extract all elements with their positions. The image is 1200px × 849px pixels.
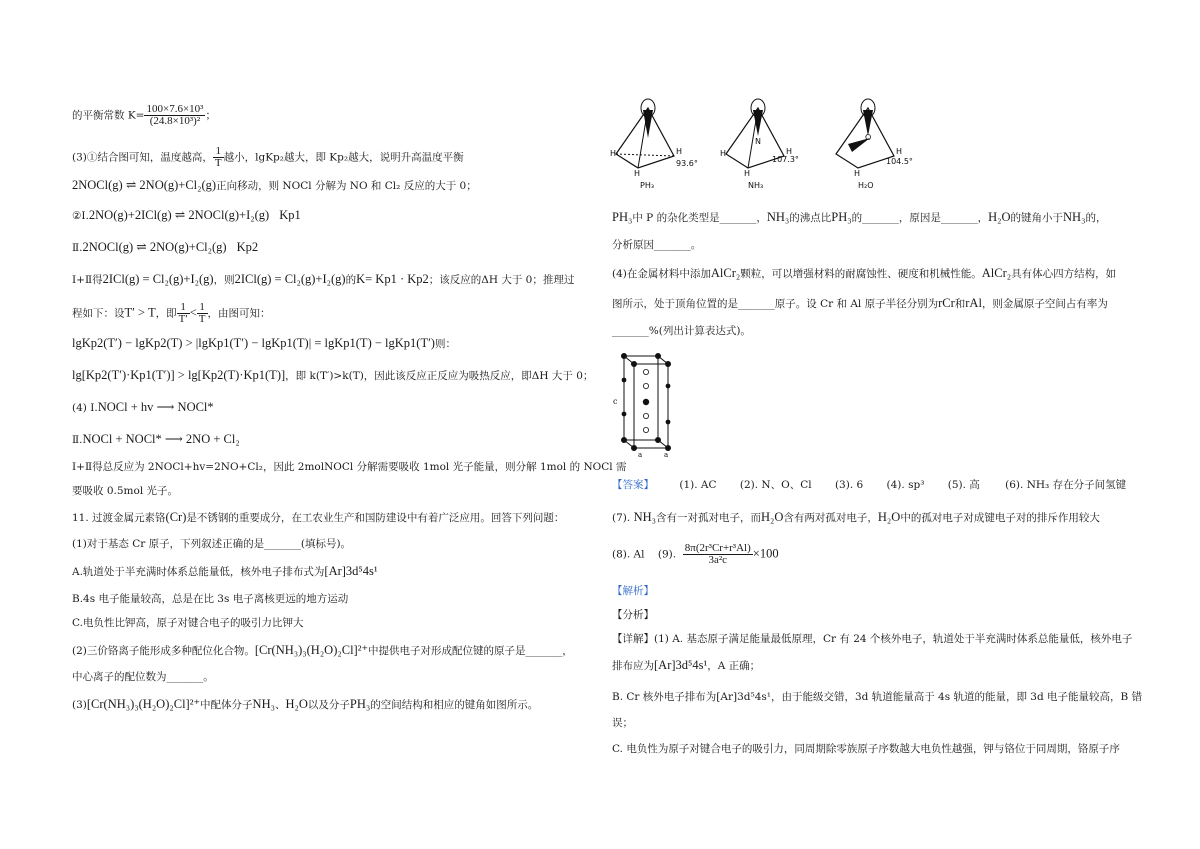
- nh3-structure: [720, 99, 799, 190]
- equilibrium-constant-line: 的平衡常数 K= $\frac{\text{100×7.6×10³}}{\text{(24.8×10³)²}}$ ；: [72, 103, 216, 127]
- inverse-t-fraction: $\frac{1}{T}$: [214, 145, 222, 169]
- sum-reaction-line: Ⅰ+Ⅱ得2ICl(g) = Cl₂(g)+I₂(g)，则2ICl(g) = Cl₂(g)+I₂(g)的K= Kp1 · Kp2；该反应的ΔH 大于 0；推理过: [72, 272, 575, 286]
- molecule-structures-figure: [608, 96, 938, 196]
- svg-text:O: O: [865, 133, 872, 142]
- analysis-label: 【解析】: [612, 585, 654, 597]
- svg-text:H: H: [786, 147, 793, 156]
- detail-line1: 【详解】(1) A. 基态原子满足能量最低原理，Cr 有 24 个核外电子，轨道处于半充满时体系总能量低，核外电子: [612, 633, 1133, 645]
- svg-text:N: N: [755, 137, 761, 146]
- part3-line2: 2NOCl(g) ⇌ 2NO(g)+Cl₂(g)正向移动，则 NOCl 分解为 NO 和 Cl₂ 反应的大于 0；: [72, 178, 477, 192]
- reaction-i: ②Ⅰ.2NO(g)+2ICl(g) ⇌ 2NOCl(g)+I₂(g) Kp1: [72, 208, 301, 222]
- question-11-part2-line2: 中心离子的配位数为_______。: [72, 671, 214, 683]
- svg-text:107.3°: 107.3°: [772, 155, 799, 164]
- question-11-title: 11. 过渡金属元素铬(Cr)是不锈钢的重要成分，在工农业生产和国防建设中有着广泛应用。回答下列问题：: [72, 510, 565, 524]
- part4-sum-line1: Ⅰ+Ⅱ得总反应为 2NOCl+hv=2NO+Cl₂，因此 2molNOCl 分解需要吸收 1mol 光子能量，则分解 1mol 的 NOCl 需: [72, 461, 627, 473]
- svg-text:NH₃: NH₃: [748, 181, 764, 190]
- detail-line3: B. Cr 核外电子排布为[Ar]3d⁵4s¹，由于能级交错，3d 轨道能量高于 4s 轨道的能量，即 3d 电子能量较高，B 错: [612, 691, 1143, 703]
- log-inequality-2: lg[Kp2(T′)·Kp1(T′)] > lg[Kp2(T)·Kp1(T)]，即 k(T′)>k(T)，因此该反应正反应为吸热反应，即ΔH 大于 0；: [72, 368, 594, 382]
- ph3-structure: [610, 99, 698, 190]
- svg-text:H: H: [634, 169, 641, 178]
- detail-line5: C. 电负性为原子对键合电子的吸引力，同周期除零族原子序数越大电负性越强，钾与铬位于同周期，铬原子序: [612, 743, 1120, 755]
- svg-text:H: H: [720, 149, 727, 158]
- part4-question-line3: _______%(列出计算表达式)。: [612, 325, 751, 337]
- question-11-part3: (3)[Cr(NH₃)₃(H₂O)₂Cl]²⁺中配体分子NH₃、H₂O以及分子PH₃的空间结构和相应的键角如图所示。: [72, 697, 539, 711]
- question-11-part1: (1)对于基态 Cr 原子，下列叙述正确的是_______(填标号)。: [72, 538, 352, 550]
- svg-text:H: H: [676, 147, 683, 156]
- inference-line: 程如下：设T′ > T，即 $\frac{1}{T'}$ < $\frac{1}{T}$ ，由图可知：: [72, 301, 271, 325]
- part4-reaction-i: (4) Ⅰ.NOCl + hv ⟶ NOCl*: [72, 400, 214, 414]
- svg-text:PH₃: PH₃: [640, 181, 655, 190]
- part4-sum-line2: 要吸收 0.5mol 光子。: [72, 485, 179, 497]
- detail-line4: 误；: [612, 717, 633, 729]
- cell-atoms: [621, 353, 671, 451]
- part3-line1: (3)①结合图可知，温度越高， $\frac{1}{T}$ 越小，lgKp₂越大，即 Kp₂越大，说明升高温度平衡: [72, 145, 464, 169]
- detail-line2: 排布应为[Ar]3d⁵4s¹，A 正确；: [612, 658, 761, 672]
- svg-text:H: H: [610, 149, 617, 158]
- answer-7: (7). NH₃含有一对孤对电子，而H₂O含有两对孤对电子，H₂O中的孤对电子对成键电子对的排斥作用较大: [612, 510, 1100, 524]
- svg-text:a: a: [638, 451, 643, 459]
- h2o-structure: [836, 99, 913, 190]
- svg-text:H: H: [854, 169, 861, 178]
- svg-text:104.5°: 104.5°: [886, 157, 913, 166]
- option-c: C.电负性比钾高，原子对键合电子的吸引力比钾大: [72, 617, 304, 629]
- answer-8-9: (8). Al (9). $\frac{\text{8π(2r³Cr+r³Al)}}{\text{3a²c}}$ ×100: [612, 542, 779, 566]
- svg-text:a: a: [664, 451, 669, 459]
- unit-cell-figure: [612, 350, 684, 460]
- part3-question-line1: PH₃中 P 的杂化类型是_______，NH₃的沸点比PH₃的_______，原因是_______，H₂O的键角小于NH₃的，: [612, 210, 1107, 224]
- option-b: B.4s 电子能量较高，总是在比 3s 电子离核更远的地方运动: [72, 593, 349, 605]
- svg-text:H: H: [896, 147, 903, 156]
- part4-reaction-ii: Ⅱ.NOCl + NOCl* ⟶ 2NO + Cl₂: [72, 432, 240, 446]
- part3-question-line2: 分析原因_______。: [612, 239, 702, 251]
- answer-line: 【答案】 (1). AC (2). N、O、Cl (3). 6 (4). sp³ (5). 高 (6). NH₃ 存在分子间氢键: [612, 479, 1127, 491]
- part4-question-line2: 图所示，处于顶角位置的是_______原子。设 Cr 和 Al 原子半径分别为rCr和rAl，则金属原子空间占有率为: [612, 296, 1108, 310]
- option-a: A.轨道处于半充满时体系总能量低，核外电子排布式为[Ar]3d⁵4s¹: [72, 564, 378, 578]
- reaction-ii: Ⅱ.2NOCl(g) ⇌ 2NO(g)+Cl₂(g) Kp2: [72, 240, 259, 254]
- svg-text:c: c: [613, 397, 618, 406]
- question-11-part2-line1: (2)三价铬离子能形成多种配位化合物。[Cr(NH₃)₃(H₂O)₂Cl]²⁺中提供电子对形成配位键的原子是_______，: [72, 643, 573, 657]
- svg-text:H: H: [744, 169, 751, 178]
- svg-text:93.6°: 93.6°: [676, 159, 698, 168]
- answer-label: 【答案】: [612, 479, 654, 491]
- part4-question-line1: (4)在金属材料中添加AlCr₂颗粒，可以增强材料的耐腐蚀性、硬度和机械性能。AlCr₂具有体心四方结构，如: [612, 266, 1117, 280]
- svg-text:H₂O: H₂O: [858, 181, 874, 190]
- fenxi-label: 【分析】: [612, 609, 654, 621]
- log-inequality-1: lgKp2(T′) − lgKp2(T) > |lgKp1(T′) − lgKp1(T)| = lgKp1(T) − lgKp1(T′)则：: [72, 336, 456, 350]
- k-fraction: $\frac{\text{100×7.6×10³}}{\text{(24.8×10³)²}}$: [146, 103, 204, 127]
